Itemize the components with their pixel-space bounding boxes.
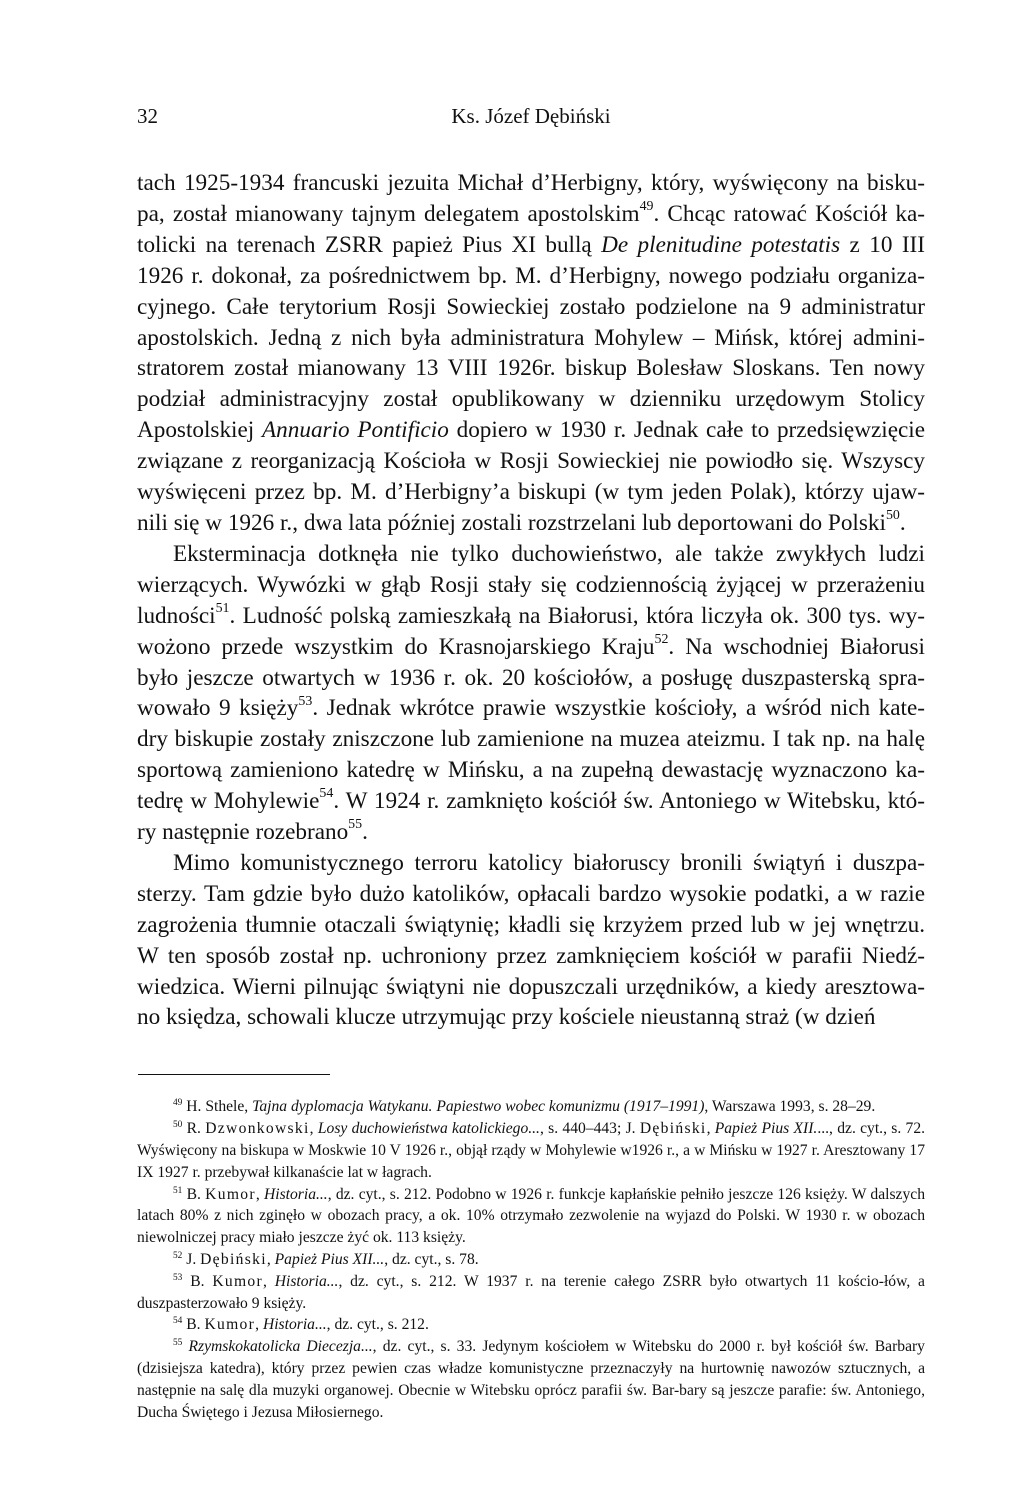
text-run: . (899, 509, 906, 536)
footnote-text: , (263, 1272, 275, 1290)
footnote-text: H. Sthele, (182, 1098, 253, 1116)
footnote-text: B. (182, 1272, 213, 1290)
footnote-title: Historia... (274, 1272, 339, 1290)
footnote-text: , s. 440–443; J. (539, 1120, 640, 1138)
footnote-ref-54[interactable]: 54 (319, 786, 334, 802)
text-run: . W 1924 r. zamknięto kościół św. Antoniego w Witebsku, któ-ry następnie rozebrano (137, 788, 925, 846)
footnote-number: 49 (173, 1098, 183, 1109)
footnote-55 (137, 1336, 925, 1423)
footnote-text: , (255, 1185, 264, 1203)
footnote-title: Historia... (262, 1316, 327, 1334)
footnote-title: Historia... (264, 1185, 328, 1203)
text-run: . Chcąc ratować Kościół ka-tolicki na terenach ZSRR papież Pius XI bullą (137, 200, 925, 258)
footnote-title: Rzymskokatolicka Diecezja... (188, 1338, 373, 1356)
footnote-number: 50 (173, 1119, 183, 1130)
footnote-text: , (706, 1120, 715, 1138)
footnote-49 (137, 1096, 925, 1118)
book-page (137, 98, 925, 1423)
text-run: tach 1925-1934 francuski jezuita Michał d’Herbigny, który, wyświęcony na bisku-pa, został mianowany tajnym delegatem apostolskim (137, 170, 925, 227)
footnote-number: 51 (173, 1185, 183, 1196)
footnote-title: Papież Pius XII... (274, 1250, 385, 1268)
text-run: . Jednak wkrótce prawie wszystkie kościoły, a wśród nich kate-dry biskupie zostały zniszczone lub zamienione na muzea ateizmu. I tak np. na halę sportową zamieniono katedrę w Mińsku, a na zupełną dewastację wyznaczono ka-tedrę w Mohylewie (137, 695, 925, 815)
page-number: 32 (137, 104, 158, 128)
footnote-text: , dz. cyt., s. 78. (384, 1250, 479, 1268)
text-run: . (362, 819, 368, 846)
footnote-text: , (255, 1316, 263, 1334)
footnote-text: , dz. cyt., s. 212. Podobno w 1926 r. funkcje kapłańskie pełniło jeszcze 126 księży. W dalszych latach 80% z nich zginęło w obozach pracy, a ok. 10% otrzymało zezwolenie na wyjazd do Polski. W 1930 r. w obozach niewolniczej pracy miało jeszcze żyć ok. 113 księży. (137, 1185, 925, 1247)
footnotes (137, 1096, 925, 1423)
paragraph-3 (137, 848, 925, 1033)
paragraph-2 (137, 539, 925, 848)
footnote-number: 55 (173, 1337, 183, 1348)
footnote-author: Kumor (212, 1272, 264, 1290)
footnote-number: 52 (173, 1250, 183, 1261)
paragraph-1 (137, 168, 925, 539)
running-head (137, 98, 925, 134)
footnote-text: , (266, 1250, 275, 1268)
footnote-title: Losy duchowieństwa katolickiego... (317, 1120, 540, 1138)
footnote-54 (137, 1314, 925, 1336)
footnote-text: B. (182, 1185, 206, 1203)
running-title: Ks. Józef Dębiński (451, 104, 611, 128)
footnote-ref-55[interactable]: 55 (348, 817, 363, 833)
footnote-ref-52[interactable]: 52 (654, 631, 669, 647)
footnote-text: R. (182, 1120, 206, 1138)
footnote-51 (137, 1184, 925, 1249)
footnote-separator (138, 1074, 330, 1075)
italic-title: De plenitudine potestatis (601, 231, 841, 258)
footnote-title: Tajna dyplomacja Watykanu. Papiestwo wobec komunizmu (1917–1991) (252, 1098, 705, 1116)
footnote-text: B. (182, 1316, 205, 1334)
footnote-author: Kumor (205, 1185, 256, 1203)
footnote-text: , dz. cyt., s. 33. Jedynym kościołem w Witebsku do 2000 r. był kościół św. Barbary (dzisiejsza katedra), który przez pewien czas władze komunistyczne przeznaczyły na hurtownię nawozów sztucznych, a następnie na salę dla muzyki organowej. Obecnie w Witebsku oprócz parafii św. Bar-bary są jeszcze parafie: św. Antoniego, Ducha Świętego i Jezusa Miłosiernego. (137, 1338, 925, 1421)
footnote-text: ..., dz. cyt., s. 72. Wyświęcony na biskupa w Moskwie 10 V 1926 r., objął rządy w Mohylewie w1926 r., a w Mińsku w 1927 r. Aresztowany 17 IX 1927 r. przebywał kilkanaście lat w łagrach. (137, 1120, 926, 1181)
footnote-text: , Warszawa 1993, s. 28–29. (704, 1098, 876, 1116)
footnote-ref-50[interactable]: 50 (885, 508, 900, 524)
footnote-text: , dz. cyt., s. 212. (326, 1316, 429, 1334)
text-run: Mimo komunistycznego terroru katolicy białoruscy bronili świątyń i duszpa-sterzy. Tam gdzie było dużo katolików, opłacali bardzo wysokie podatki, a w razie zagrożenia tłumnie otaczali świątynię; kładli się krzyżem przed lub w jej wnętrzu. W ten sposób został np. uchroniony przez zamknięciem kościół w parafii Niedź-wiedzica. Wierni pilnując świątyni nie dopuszczali urzędników, a kiedy aresztowa-no księdza, schowali klucze utrzymując przy kościele nieustanną straż (w dzień (137, 849, 925, 1031)
text-run: . Na wschodniej Białorusi było jeszcze otwartych w 1936 r. ok. 20 kościołów, a posługę duszpasterską spra-wowało 9 księży (137, 633, 925, 722)
footnote-number: 54 (173, 1316, 183, 1327)
footnote-53 (137, 1271, 925, 1315)
text-run: dopiero w 1930 r. Jednak całe to przedsięwzięcie związane z reorganizacją Kościoła w Rosji Sowieckiej nie powiodło się. Wszyscy wyświęceni przez bp. M. d’Herbigny’a biskupi (w tym jeden Polak), którzy ujaw-nili się w 1926 r., dwa lata później zostali rozstrzelani lub deportowani do Polski (137, 417, 926, 536)
footnote-50 (137, 1118, 925, 1183)
footnote-author: Dzwonkowski (205, 1120, 310, 1138)
italic-title: Annuario Pontificio (262, 417, 449, 444)
footnote-number: 53 (173, 1272, 183, 1283)
footnote-author: Dębiński (639, 1120, 707, 1138)
footnote-ref-53[interactable]: 53 (298, 693, 313, 709)
footnote-title: Papież Pius XII. (714, 1120, 818, 1138)
footnote-ref-51[interactable]: 51 (215, 600, 230, 616)
text-run: Eksterminacja dotknęła nie tylko duchowieństwo, ale także zwykłych ludzi wierzących. Wywózki w głąb Rosji stały się codziennością żyjącej w przerażeniu ludności (137, 540, 925, 629)
text-run: z 10 III 1926 r. dokonał, za pośrednictwem bp. M. d’Herbigny, nowego podziału organiza-cyjnego. Całe terytorium Rosji Sowieckiej zostało podzielone na 9 administratur apostolskich. Jedną z nich była administratura Mohylew – Mińsk, której admini-stratorem został mianowany 13 VIII 1926r. biskup Bolesław Sloskans. Ten nowy podział administracyjny został opublikowany w dzienniku urzędowym Stolicy Apostolskiej (137, 231, 925, 444)
text-run: . Ludność polską zamieszkałą na Białorusi, która liczyła ok. 300 tys. wy-wożono przede wszystkim do Krasnojarskiego Kraju (137, 602, 925, 660)
footnote-ref-49[interactable]: 49 (639, 199, 654, 215)
footnote-text: , dz. cyt., s. 212. W 1937 r. na terenie całego ZSRR było otwartych 11 kościo-łów, a duszpasterzowało 9 księży. (137, 1272, 925, 1312)
footnote-52 (137, 1249, 925, 1271)
footnote-author: Dębiński (200, 1250, 267, 1268)
footnote-text: J. (182, 1250, 201, 1268)
footnote-author: Kumor (204, 1316, 256, 1334)
main-text (137, 168, 925, 1033)
footnote-text: , (309, 1120, 318, 1138)
